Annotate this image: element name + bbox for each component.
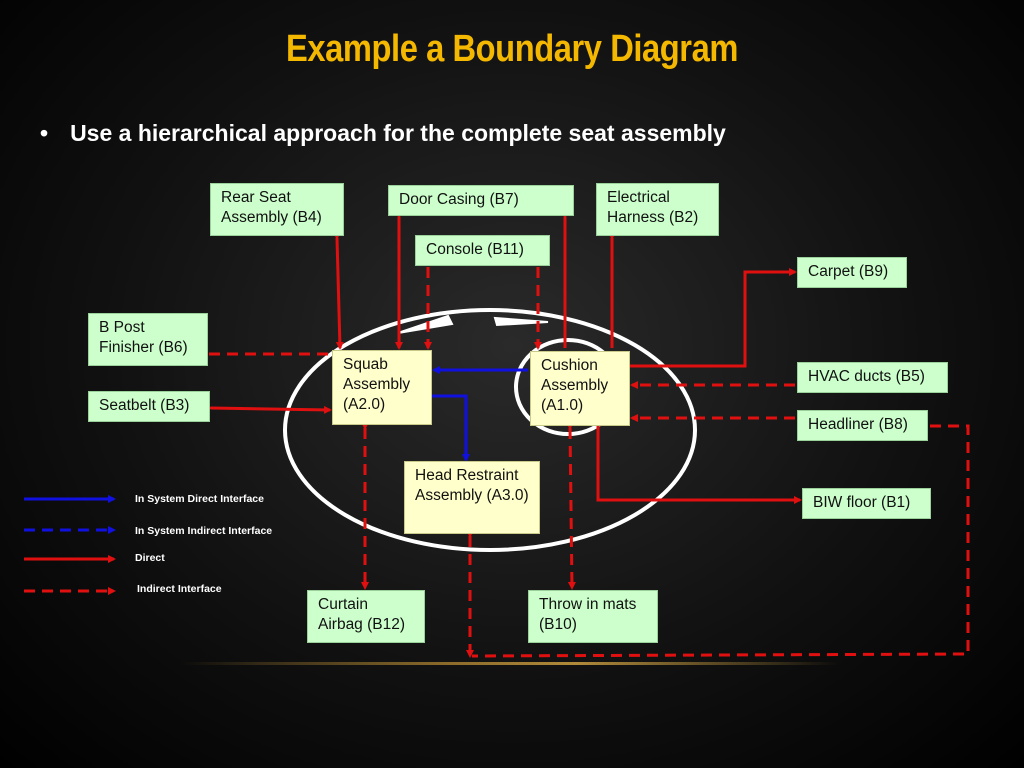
bottom-glow-line [180, 662, 840, 665]
slide-title: Example a Boundary Diagram [286, 28, 738, 70]
box-hvac-ducts: HVAC ducts (B5) [797, 362, 948, 393]
legend-in-system-indirect: In System Indirect Interface [135, 525, 273, 537]
boundary-notch-right [495, 318, 548, 325]
box-cushion-assembly: Cushion Assembly (A1.0) [530, 351, 630, 426]
link-seatbelt-squab [211, 408, 330, 410]
box-b-post-finisher: B Post Finisher (B6) [88, 313, 208, 366]
box-head-restraint-assembly: Head Restraint Assembly (A3.0) [404, 461, 540, 534]
box-electrical-harness: Electrical Harness (B2) [596, 183, 719, 236]
link-squab-head-restraint [434, 396, 466, 460]
link-rear-seat-squab [337, 238, 340, 348]
box-throw-in-mats: Throw in mats (B10) [528, 590, 658, 643]
box-biw-floor: BIW floor (B1) [802, 488, 931, 519]
link-cushion-biw [598, 426, 800, 500]
box-rear-seat: Rear Seat Assembly (B4) [210, 183, 344, 236]
box-squab-assembly: Squab Assembly (A2.0) [332, 350, 432, 425]
legend-direct: Direct [135, 552, 165, 564]
legend-in-system-direct: In System Direct Interface [135, 493, 264, 505]
box-headliner: Headliner (B8) [797, 410, 928, 441]
box-curtain-airbag: Curtain Airbag (B12) [307, 590, 425, 643]
legend-indirect: Indirect Interface [137, 583, 222, 595]
bullet-text: Use a hierarchical approach for the complete seat assembly [70, 120, 726, 146]
box-door-casing: Door Casing (B7) [388, 185, 574, 216]
box-carpet: Carpet (B9) [797, 257, 907, 288]
box-console: Console (B11) [415, 235, 550, 266]
bullet-marker: • [40, 120, 49, 146]
link-cushion-throw-mats [570, 428, 572, 588]
link-cushion-carpet [630, 272, 795, 366]
box-seatbelt: Seatbelt (B3) [88, 391, 210, 422]
